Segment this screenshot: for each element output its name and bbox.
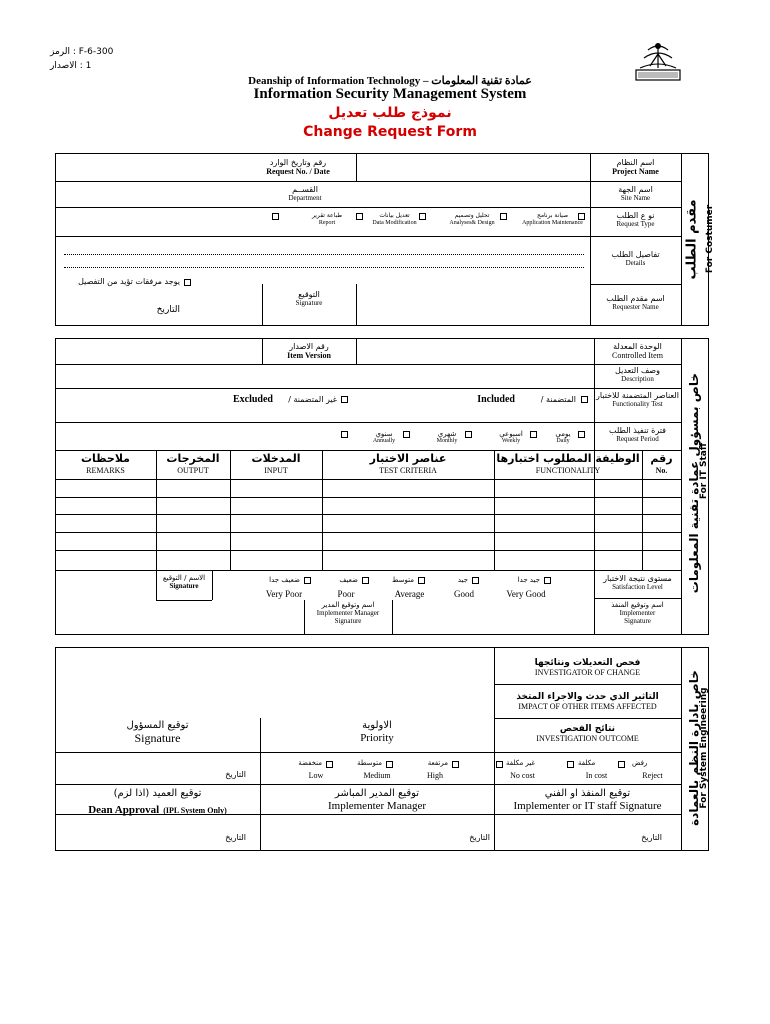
- item-version-label: Item Version: [287, 351, 331, 361]
- customer-side-label-ar: مقدم الطلب: [684, 199, 700, 280]
- priority-high-ar: مرتفعة: [427, 759, 448, 767]
- dean-signature-field[interactable]: [56, 815, 259, 850]
- responsible-signature-label: Signature: [134, 730, 181, 745]
- details-label-ar: تفاصيل الطلب: [611, 250, 660, 259]
- it-staff-side-label-ar: خاص بمسؤول عمادة تقنية المعلومات: [687, 373, 701, 594]
- functionality-test-label-ar: العناصر المتضمنة للاختبار: [596, 391, 679, 400]
- level-very-good-checkbox[interactable]: [544, 577, 551, 584]
- priority-label-ar: الاولوية: [362, 720, 392, 731]
- university-logo: [634, 40, 682, 86]
- priority-label: Priority: [360, 731, 394, 744]
- item-version-field[interactable]: [56, 339, 261, 363]
- level-average-checkbox[interactable]: [418, 577, 425, 584]
- signature-field[interactable]: [56, 285, 261, 325]
- implementer-final-signature-field[interactable]: [495, 815, 680, 850]
- project-name-label: Project Name: [612, 167, 659, 177]
- level-very-poor-ar: ضعيف جدا: [269, 576, 300, 584]
- type-analysis-design-label: Analyses& Design: [449, 219, 495, 226]
- period-blank-checkbox[interactable]: [341, 431, 348, 438]
- outcome-in-cost-checkbox[interactable]: [567, 761, 574, 768]
- direct-manager-signature-label-ar: توقيع المدير المباشر: [334, 788, 420, 799]
- dean-approval-label: Dean Approval: [88, 803, 160, 816]
- description-field[interactable]: [56, 365, 593, 387]
- col-no-header-ar: رقم: [650, 452, 673, 465]
- type-report-label: Report: [318, 219, 336, 226]
- implementer-it-signature-label: Implementer or IT staff Signature: [513, 799, 662, 812]
- outcome-no-cost-checkbox[interactable]: [496, 761, 503, 768]
- period-annually-checkbox[interactable]: [403, 431, 410, 438]
- col-output-header: OUTPUT: [177, 465, 209, 475]
- outcome-reject-checkbox[interactable]: [618, 761, 625, 768]
- type-data-modification-label: Data Modification: [372, 219, 417, 226]
- implementer-signature-label: Signature: [624, 617, 651, 626]
- implementer-signature-field[interactable]: [393, 601, 593, 634]
- sys-eng-side-label-ar: خاص بادارة النظم بالعمادة: [687, 670, 701, 826]
- level-very-good-ar: جيد جدا: [517, 576, 540, 584]
- level-good-label: Good: [454, 589, 474, 599]
- table-row[interactable]: [56, 533, 593, 549]
- form-code: 300-F-6 : الرمز: [50, 47, 114, 57]
- satisfaction-label-ar: مستوى نتيجة الاختبار: [603, 574, 672, 583]
- request-type-label-ar: نو ع الطلب: [616, 211, 655, 220]
- period-monthly-checkbox[interactable]: [465, 431, 472, 438]
- level-poor-label: Poor: [337, 589, 355, 599]
- requester-name-label-ar: اسم مقدم الطلب: [606, 294, 665, 303]
- col-test-criteria-header: TEST CRITERIA: [379, 465, 437, 475]
- excluded-label-ar: غير المتضمنة /: [288, 395, 337, 404]
- type-data-modification-ar: تعديل بيانات: [379, 212, 410, 219]
- details-label: Details: [625, 259, 646, 268]
- controlled-item-label: Controlled Item: [612, 351, 663, 361]
- attachments-label: يوجد مرفقات تؤيد من التفصيل: [78, 277, 180, 286]
- level-very-poor-checkbox[interactable]: [304, 577, 311, 584]
- signature-label-ar: التوقيع: [298, 290, 320, 299]
- details-line-1[interactable]: [64, 254, 584, 255]
- it-staff-side-label-en: For IT Staff: [699, 442, 709, 500]
- controlled-item-label-ar: الوحدة المعدلة: [613, 342, 662, 351]
- name-signature-label-ar: الاسم / التوقيع: [162, 574, 206, 582]
- col-test-criteria-header-ar: عناصر الاختبار: [369, 452, 447, 465]
- request-period-label-ar: فترة تنفيذ الطلب: [609, 426, 666, 435]
- level-poor-ar: ضعيف: [339, 576, 358, 584]
- col-functionality-header: FUNCTIONALITY: [535, 465, 601, 475]
- col-functionality-header-ar: الوظيفة المطلوب اختبارها: [496, 452, 640, 465]
- site-name-label: Site Name: [620, 194, 651, 203]
- investigator-field[interactable]: [56, 648, 493, 717]
- period-monthly-ar: شهري: [437, 430, 457, 438]
- priority-medium-checkbox[interactable]: [386, 761, 393, 768]
- implementer-label-ar: اسم وتوقيع المنفذ: [611, 601, 664, 609]
- level-very-good-label: Very Good: [506, 589, 546, 599]
- col-remarks-header-ar: ملاحظات: [81, 452, 130, 465]
- period-weekly-ar: اسبوعي: [499, 430, 523, 438]
- period-daily-label: Daily: [556, 438, 570, 445]
- table-row[interactable]: [56, 515, 593, 531]
- form-version: 1 : الاصدار: [50, 61, 92, 71]
- description-label: Description: [621, 375, 654, 384]
- period-daily-ar: يومي: [555, 430, 571, 438]
- direct-manager-signature-label: Implementer Manager: [327, 799, 427, 812]
- controlled-item-field[interactable]: [357, 339, 593, 363]
- form-title-ar: نموذج طلب تعديل: [328, 105, 452, 121]
- department-label: Department: [288, 194, 322, 203]
- level-poor-checkbox[interactable]: [362, 577, 369, 584]
- outcome-reject-label: Reject: [642, 771, 663, 780]
- request-no-label: Request No. / Date: [266, 167, 330, 177]
- table-row[interactable]: [56, 498, 593, 513]
- manager-signature-label: Signature: [334, 617, 362, 626]
- type-app-maintenance-label: Application Maintenance: [522, 219, 583, 226]
- outcome-in-cost-label: In cost: [585, 771, 608, 780]
- implementer-label: Implementer: [619, 609, 656, 618]
- item-version-label-ar: رقم الاصدار: [289, 342, 329, 351]
- included-label-ar: المتضمنة /: [540, 395, 576, 404]
- responsible-date-label: التاريخ: [225, 770, 246, 779]
- impact-label: IMPACT OF OTHER ITEMS AFFECTED: [518, 702, 657, 712]
- request-period-label: Request Period: [616, 435, 659, 444]
- impact-label-ar: التاثير الذي حدث والاجراء المتخذ: [516, 692, 659, 702]
- dean-approval-label-ar: توقيع العميد (اذا لزم): [113, 788, 202, 799]
- period-annually-label: Annually: [372, 438, 396, 445]
- type-app-maintenance-ar: صيانة برنامج: [536, 212, 569, 219]
- implementer-signature-label-ar: توقيع المنفذ او الفني: [544, 788, 631, 799]
- signature-label: Signature: [295, 299, 323, 308]
- included-label: Included: [477, 394, 515, 405]
- investigator-label-ar: فحص التعديلات ونتائجها: [534, 658, 641, 668]
- sys-eng-side-label-en: For System Engineering: [699, 687, 709, 809]
- description-label-ar: وصف التعديل: [615, 366, 660, 375]
- project-name-label-ar: اسم النظام: [616, 158, 655, 167]
- dean-approval-note: (IPL System Only): [163, 805, 227, 815]
- outcome-no-cost-ar: غير مكلفة: [506, 759, 536, 767]
- site-name-label-ar: اسم الجهة: [618, 185, 653, 194]
- outcome-reject-ar: رفض: [632, 759, 648, 767]
- level-good-ar: جيد: [457, 576, 468, 584]
- table-row[interactable]: [56, 551, 593, 569]
- customer-side-label-en: For Costumer: [705, 204, 715, 274]
- request-type-label: Request Type: [616, 220, 655, 229]
- request-no-label-ar: رقم وتاريخ الوارد: [269, 158, 327, 167]
- excluded-label: Excluded: [232, 394, 273, 405]
- priority-low-checkbox[interactable]: [326, 761, 333, 768]
- col-input-header: INPUT: [264, 465, 288, 475]
- level-good-checkbox[interactable]: [472, 577, 479, 584]
- outcome-label-ar: نتائج الفحص: [559, 724, 616, 734]
- excluded-checkbox[interactable]: [341, 396, 348, 403]
- details-line-2[interactable]: [64, 267, 584, 268]
- outcome-no-cost-label: No cost: [510, 771, 535, 780]
- date-label: التاريخ: [156, 305, 180, 315]
- form-title-en: Change Request Form: [303, 124, 477, 140]
- investigator-label: INVESTIGATOR OF CHANGE: [534, 668, 641, 678]
- functionality-test-label: Functionality Test: [612, 400, 663, 409]
- project-name-field[interactable]: [357, 154, 589, 180]
- manager-signature-field[interactable]: [56, 601, 303, 634]
- period-annually-ar: سنوي: [375, 430, 393, 438]
- system-title: Information Security Management System: [253, 86, 527, 102]
- priority-medium-ar: متوسطة: [357, 759, 382, 767]
- request-no-field[interactable]: [56, 154, 239, 180]
- requester-name-label: Requester Name: [612, 303, 659, 312]
- period-weekly-label: Weekly: [501, 438, 521, 445]
- manager-final-signature-field[interactable]: [261, 815, 493, 850]
- priority-medium-label: Medium: [363, 771, 391, 780]
- manager-label-ar: اسم وتوقيع المدير: [321, 601, 375, 609]
- dean-date-label: التاريخ: [225, 833, 246, 842]
- manager-label: Implementer Manager: [316, 609, 380, 618]
- col-input-header-ar: المدخلات: [251, 452, 301, 465]
- outcome-label: INVESTIGATION OUTCOME: [536, 734, 639, 744]
- col-remarks-header: REMARKS: [86, 465, 125, 475]
- priority-low-label: Low: [308, 771, 324, 780]
- manager-date-label: التاريخ: [469, 833, 490, 842]
- type-report-ar: طباعة تقرير: [311, 212, 343, 219]
- level-average-label: Average: [394, 589, 425, 599]
- period-monthly-label: Monthly: [436, 438, 458, 445]
- period-weekly-checkbox[interactable]: [530, 431, 537, 438]
- level-average-ar: متوسط: [392, 576, 414, 584]
- level-very-poor-label: Very Poor: [265, 589, 303, 599]
- table-row[interactable]: [56, 480, 593, 496]
- included-checkbox[interactable]: [581, 396, 588, 403]
- outcome-in-cost-ar: مكلفة: [578, 759, 596, 767]
- type-analysis-design-ar: تحليل وتصميم: [454, 212, 490, 219]
- deanship-title: Deanship of Information Technology – عمادة تقنية المعلومات: [248, 75, 532, 87]
- priority-high-checkbox[interactable]: [452, 761, 459, 768]
- col-output-header-ar: المخرجات: [166, 452, 220, 465]
- responsible-signature-label-ar: توقيع المسؤول: [126, 720, 189, 731]
- implementer-date-label: التاريخ: [641, 833, 662, 842]
- type-blank-checkbox[interactable]: [272, 213, 279, 220]
- satisfaction-label: Satisfaction Level: [612, 583, 663, 592]
- type-report-checkbox[interactable]: [356, 213, 363, 220]
- priority-high-label: High: [427, 771, 443, 780]
- name-signature-label: Signature: [169, 582, 199, 591]
- requester-name-field[interactable]: [357, 285, 589, 325]
- department-label-ar: القســم: [292, 185, 318, 194]
- col-no-header: No.: [655, 465, 668, 475]
- period-daily-checkbox[interactable]: [578, 431, 585, 438]
- priority-low-ar: منخفضة: [298, 759, 322, 767]
